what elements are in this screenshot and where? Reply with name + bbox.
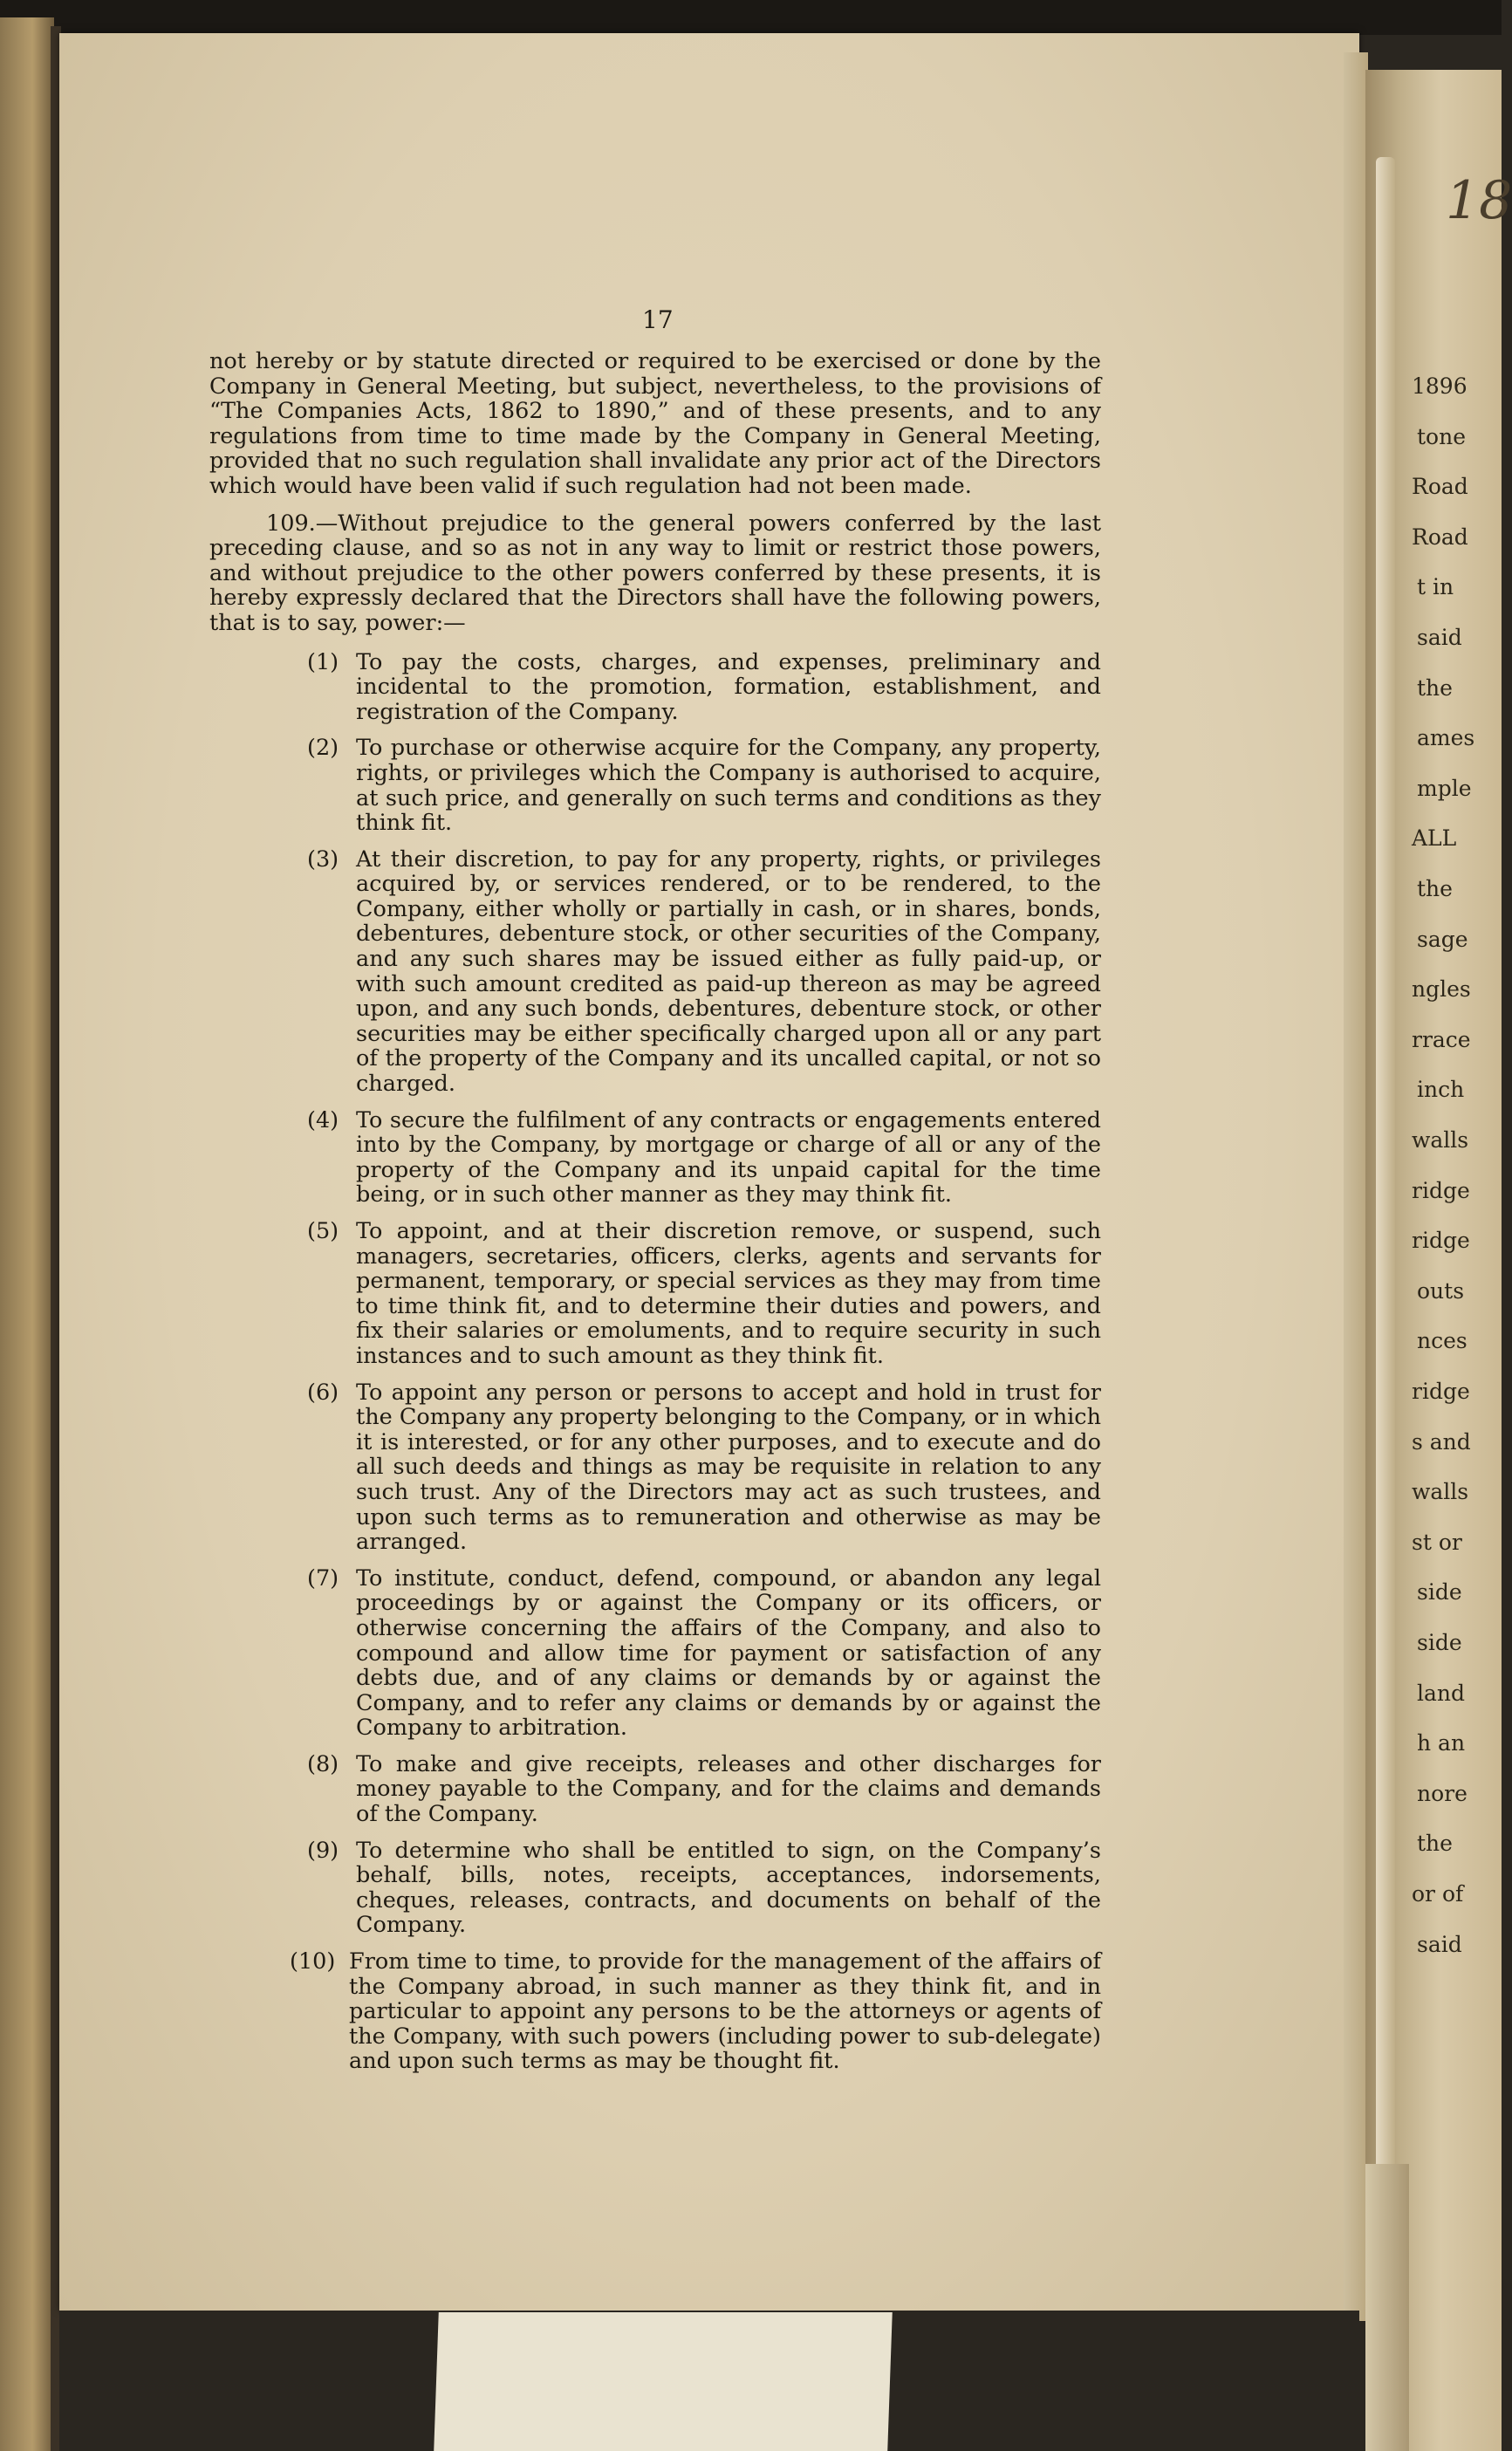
power-item xyxy=(209,1566,1101,1741)
adjacent-page-word: said xyxy=(1417,625,1462,650)
adjacent-page-word: land xyxy=(1417,1680,1466,1706)
adjacent-page-word: tone xyxy=(1417,423,1466,449)
adjacent-page-word: s and xyxy=(1412,1428,1471,1455)
adjacent-page-word: the xyxy=(1417,1831,1453,1857)
power-item-number: (3) xyxy=(307,846,346,873)
powers-list xyxy=(209,650,1101,2074)
power-item xyxy=(209,736,1101,835)
adjacent-page-word: ames xyxy=(1417,725,1475,751)
power-item-number: (6) xyxy=(307,1379,346,1406)
adjacent-page-word: said xyxy=(1417,1931,1462,1957)
power-item-text: To purchase or otherwise acquire for the Company, any property, rights, or privileges which the Company is authorised to acquire, at such price, and generally on such terms and conditions as they think fit. xyxy=(356,735,1101,837)
power-item-text: To determine who shall be entitled to sign, on the Company’s behalf, bills, notes, receipts, acceptances, indorsements, cheques, releases, contracts, and documents on behalf of the Company. xyxy=(356,1837,1101,1939)
adjacent-page-word: walls xyxy=(1412,1479,1469,1505)
adjacent-page-word: outs xyxy=(1417,1277,1465,1304)
adjacent-page-word: mple xyxy=(1417,775,1472,801)
adjacent-page-word: 1896 xyxy=(1412,373,1468,399)
handwritten-page-mark: 18 xyxy=(1446,170,1512,231)
power-item-number: (2) xyxy=(307,735,346,762)
adjacent-page-word: ngles xyxy=(1412,976,1471,1003)
adjacent-page-word: side xyxy=(1417,1579,1462,1605)
power-item xyxy=(209,847,1101,1097)
adjacent-page-word: ALL xyxy=(1412,825,1457,852)
adjacent-page-word: h an xyxy=(1417,1730,1466,1756)
power-item-number: (5) xyxy=(307,1218,346,1244)
power-item xyxy=(209,1752,1101,1827)
document-body xyxy=(209,349,1101,2085)
power-item-text: To appoint, and at their discretion remove, or suspend, such managers, secretaries, officers, clerks, agents and servants for permanent, temporary, or special services as they may from time to time think fit, and to determine their duties and powers, and fix their salaries or emoluments, and to require security in such instances and to such amount as they think fit. xyxy=(356,1218,1101,1369)
scan-background-top xyxy=(0,0,1502,35)
bottom-paper-tab xyxy=(434,2312,893,2451)
adjacent-page-word: or of xyxy=(1412,1881,1464,1907)
adjacent-page-word: side xyxy=(1417,1630,1462,1655)
adjacent-page-word: nces xyxy=(1417,1328,1468,1354)
adjacent-page-word: inch xyxy=(1417,1077,1465,1103)
adjacent-page-word: the xyxy=(1417,674,1453,701)
power-item xyxy=(209,1108,1101,1208)
adjacent-page-word: ridge xyxy=(1412,1177,1470,1203)
adjacent-page-word: ridge xyxy=(1412,1379,1470,1404)
power-item-number: (9) xyxy=(307,1837,346,1864)
adjacent-page-word: t in xyxy=(1417,574,1454,600)
adjacent-page-word: st or xyxy=(1412,1529,1462,1555)
power-item-number: (1) xyxy=(307,648,346,675)
previous-page-edge xyxy=(0,17,54,2451)
adjacent-page-word: ridge xyxy=(1412,1228,1470,1254)
power-item xyxy=(209,1380,1101,1555)
power-item-text: To institute, conduct, defend, compound, or abandon any legal proceedings by or against the Company or its officers, or otherwise concerning the affairs of the Company, and also to compound and allow time for payment or satisfaction of any debts due, and of any claims or demands by or against the Company, and to refer any claims or demands by or against the Company to arbitration. xyxy=(356,1564,1101,1742)
adjacent-page-word: the xyxy=(1417,876,1453,901)
power-item xyxy=(209,1219,1101,1369)
power-item-number: (4) xyxy=(307,1106,346,1133)
power-item-text: To pay the costs, charges, and expenses, preliminary and incidental to the promotion, formation, establishment, and registration of the Company. xyxy=(356,648,1101,725)
adjacent-page-word: rrace xyxy=(1412,1026,1471,1052)
power-item-number: (10) xyxy=(290,1948,343,1975)
power-item xyxy=(209,1838,1101,1938)
page-fold-lower xyxy=(1365,2164,1409,2451)
adjacent-page-word: walls xyxy=(1412,1127,1469,1153)
page-fold xyxy=(1376,157,1395,2391)
page-right-edge xyxy=(1344,52,1368,2321)
power-item xyxy=(209,1949,1101,2074)
power-item-text: From time to time, to provide for the management of the affairs of the Company abroad, in such manner as they think fit, and in particular to appoint any persons to be the attorneys or agents of the Company, with such powers (including power to sub-delegate) and upon such terms as may be thought fit. xyxy=(349,1948,1101,2075)
power-item-number: (7) xyxy=(307,1564,346,1592)
clause-109: 109.—Without prejudice to the general powers conferred by the last preceding clause, and so as not in any way to limit or restrict those powers, and without prejudice to the other powers conferred by these presents, it is hereby expressly declared that the Directors shall have the following powers, that is to say, power:— xyxy=(209,510,1101,636)
intro-paragraph: not hereby or by statute directed or required to be exercised or done by the Company in General Meeting, but subject, nevertheless, to the provisions of “The Companies Acts, 1862 to 1890,” and of these presents, and to any regulations from time to time made by the Company in General Meeting, provided that no such regulation shall invalidate any prior act of the Directors which would have been valid if such regulation had not been made. xyxy=(209,348,1101,499)
page-number: 17 xyxy=(642,305,674,334)
power-item-text: At their discretion, to pay for any property, rights, or privileges acquired by, or services rendered, or to be rendered, to the Company, either wholly or partially in cash, or in shares, bonds, debentures, debenture stock, or other securities of the Company, and any such shares may be issued either as fully paid-up, or with such amount credited as paid-up thereon as may be agreed upon, and any such bonds, debentures, debenture stock, or other securities may be either specifically charged upon all or any part of the property of the Company and its uncalled capital, or not so charged. xyxy=(356,846,1101,1098)
power-item-text: To secure the fulfilment of any contracts or engagements entered into by the Company, by mortgage or charge of all or any of the property of the Company and its unpaid capital for the time being, or in such other manner as they may think fit. xyxy=(356,1106,1101,1208)
power-item-number: (8) xyxy=(307,1750,346,1777)
adjacent-page-word: nore xyxy=(1417,1780,1468,1806)
power-item-text: To make and give receipts, releases and other discharges for money payable to the Company, and for the claims and demands of the Company. xyxy=(356,1750,1101,1828)
adjacent-page-word: Road xyxy=(1412,524,1468,550)
power-item-text: To appoint any person or persons to accept and hold in trust for the Company any property belonging to the Company, or in which it is interested, or for any other purposes, and to execute and do all such deeds and things as may be requisite in relation to any such trust. Any of the Directors may act as such trustees, and upon such terms as to remuneration and otherwise as may be arranged. xyxy=(356,1379,1101,1556)
power-item xyxy=(209,650,1101,725)
adjacent-page-word: sage xyxy=(1417,926,1468,952)
adjacent-page-word: Road xyxy=(1412,474,1468,500)
